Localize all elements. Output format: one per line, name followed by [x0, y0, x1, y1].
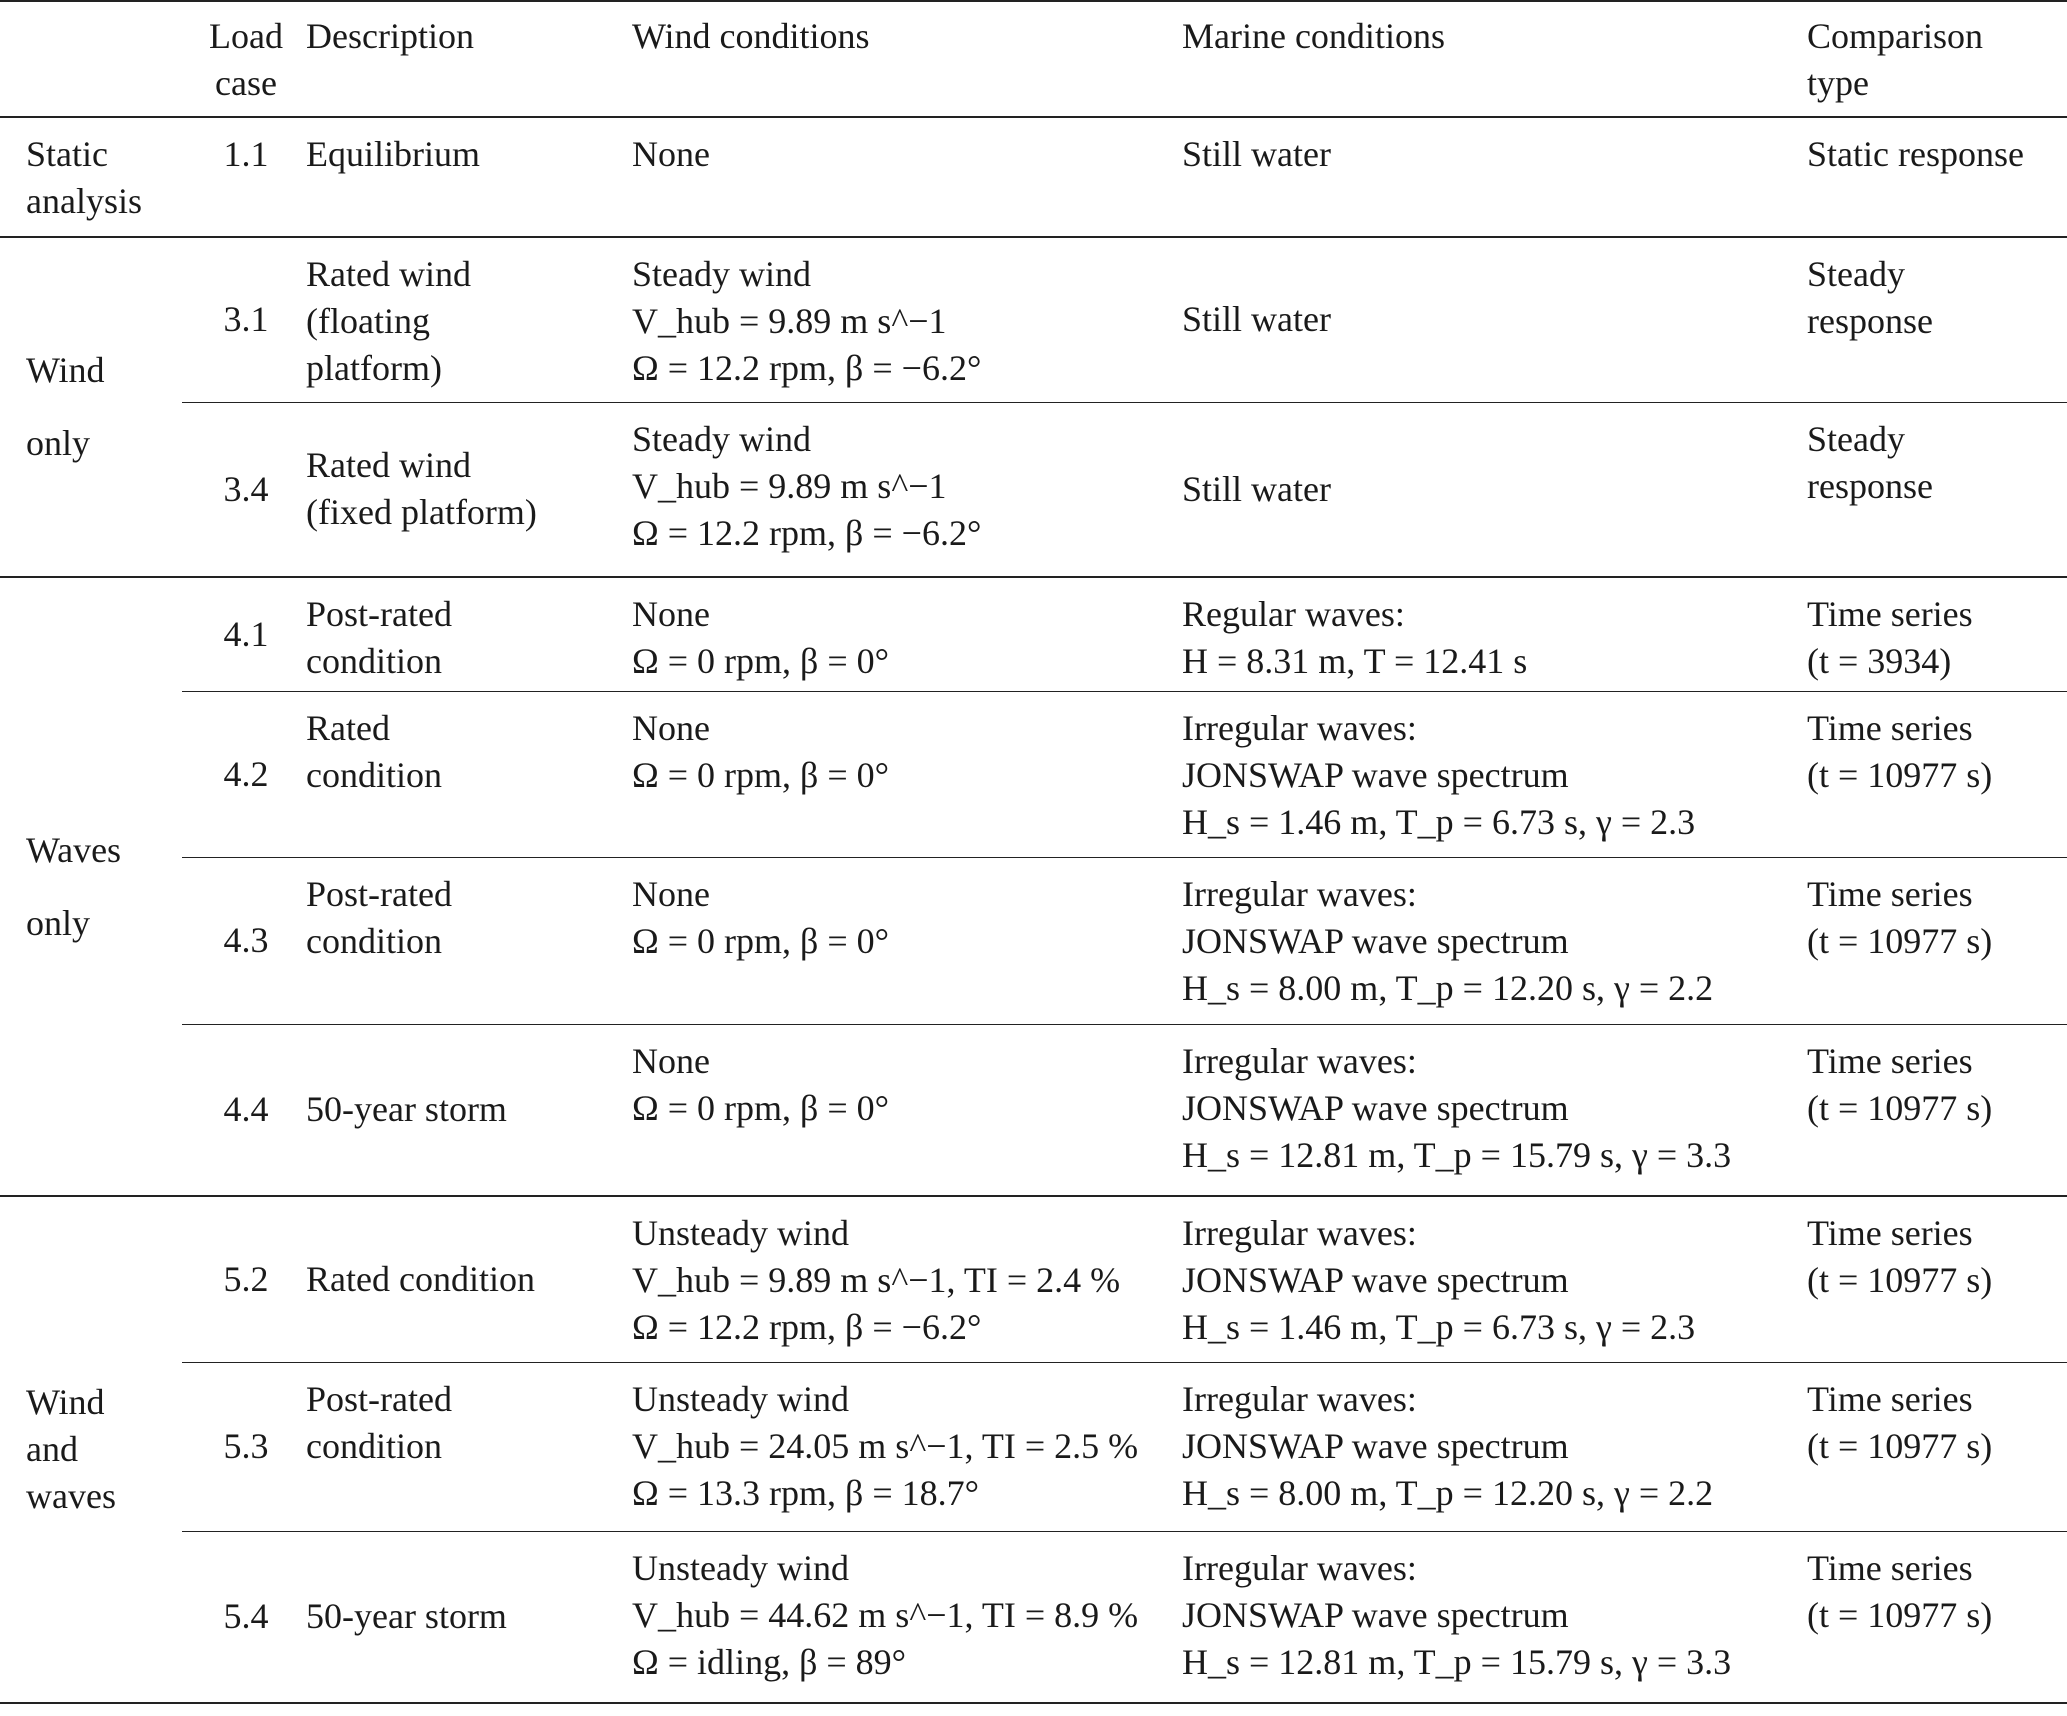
row-marine: [1182, 1196, 1807, 1362]
cell-line: Equilibrium: [306, 134, 480, 174]
cell-line: Rated: [306, 707, 390, 748]
cell-line: None: [632, 873, 710, 914]
row-description: [302, 857, 632, 1024]
cell-line: Steady wind: [632, 254, 811, 294]
cell-line: Ω = 13.3 rpm, β = 18.7°: [632, 1472, 980, 1513]
row-comparison: [1807, 1531, 2067, 1703]
table-row: [0, 1531, 2067, 1703]
header-wind-conditions: Wind conditions: [632, 1, 1182, 117]
table-row: [0, 691, 2067, 857]
cell-line: V_hub = 9.89 m s^−1: [632, 301, 947, 341]
cell-line: Ω = idling, β = 89°: [632, 1641, 907, 1682]
cell-line: Post-rated: [306, 594, 452, 634]
row-comparison: [1807, 1196, 2067, 1362]
row-case: 4.3: [182, 857, 302, 1024]
cell-line: H_s = 12.81 m, T_p = 15.79 s, γ = 3.3: [1182, 1134, 1732, 1175]
group-label-line: only: [26, 423, 91, 463]
cell-line: Ω = 0 rpm, β = 0°: [632, 641, 890, 681]
cell-line: Regular waves:: [1182, 594, 1405, 634]
cell-line: None: [632, 707, 710, 748]
cell-line: Time series: [1807, 873, 1973, 914]
group-label-line: Waves: [26, 829, 122, 870]
cell-line: response: [1807, 301, 1933, 341]
row-marine: [1182, 577, 1807, 691]
header-marine-conditions: Marine conditions: [1182, 1, 1807, 117]
cell-line: 50-year storm: [306, 1596, 507, 1637]
table-row: [0, 402, 2067, 577]
group-label-line: analysis: [26, 181, 142, 221]
cell-line: (t = 10977 s): [1807, 1425, 1993, 1466]
cell-line: Steady wind: [632, 418, 811, 459]
cell-line: JONSWAP wave spectrum: [1182, 1425, 1569, 1466]
cell-line: None: [632, 594, 710, 634]
row-comparison: [1807, 237, 2067, 402]
cell-line: Ω = 0 rpm, β = 0°: [632, 754, 890, 795]
cell-line: Post-rated: [306, 1378, 452, 1419]
cell-line: (t = 10977 s): [1807, 1594, 1993, 1635]
cell-line: Steady: [1807, 418, 1905, 459]
cell-line: V_hub = 9.89 m s^−1, TI = 2.4 %: [632, 1260, 1121, 1300]
header-description: Description: [302, 1, 632, 117]
table-row: [0, 1196, 2067, 1362]
row-case: 5.3: [182, 1362, 302, 1531]
cell-line: Still water: [1182, 134, 1331, 174]
row-wind: [632, 1024, 1182, 1196]
cell-line: Ω = 12.2 rpm, β = −6.2°: [632, 1307, 982, 1347]
table-row: [0, 1362, 2067, 1531]
row-wind: [632, 1531, 1182, 1703]
cell-line: Rated condition: [306, 1258, 535, 1299]
cell-line: JONSWAP wave spectrum: [1182, 920, 1569, 961]
cell-line: (fixed platform): [306, 492, 537, 533]
cell-line: Irregular waves:: [1182, 873, 1417, 914]
row-marine: [1182, 237, 1807, 402]
group-label-static: [0, 117, 182, 237]
row-description: [302, 117, 632, 237]
header-load-case-line: case: [215, 63, 277, 103]
row-comparison: [1807, 691, 2067, 857]
cell-line: Ω = 0 rpm, β = 0°: [632, 920, 890, 961]
header-load-case: [182, 1, 302, 117]
cell-line: condition: [306, 1425, 442, 1466]
cell-line: Time series: [1807, 707, 1973, 748]
row-case: 4.4: [182, 1024, 302, 1196]
row-wind: [632, 117, 1182, 237]
row-description: [302, 1531, 632, 1703]
row-comparison: [1807, 402, 2067, 577]
group-label-wind: [0, 237, 182, 577]
cell-line: Unsteady wind: [632, 1547, 849, 1588]
cell-line: (t = 10977 s): [1807, 920, 1993, 961]
cell-line: H_s = 1.46 m, T_p = 6.73 s, γ = 2.3: [1182, 1307, 1696, 1347]
row-wind: [632, 577, 1182, 691]
table-row: [0, 117, 2067, 237]
row-marine: [1182, 857, 1807, 1024]
cell-line: (floating: [306, 301, 430, 341]
row-description: [302, 691, 632, 857]
cell-line: V_hub = 24.05 m s^−1, TI = 2.5 %: [632, 1425, 1139, 1466]
header-group: [0, 1, 182, 117]
row-marine: [1182, 1362, 1807, 1531]
cell-line: (t = 10977 s): [1807, 754, 1993, 795]
row-wind: [632, 1362, 1182, 1531]
cell-line: condition: [306, 754, 442, 795]
row-description: [302, 1196, 632, 1362]
cell-line: (t = 10977 s): [1807, 1087, 1993, 1128]
cell-line: V_hub = 9.89 m s^−1: [632, 465, 947, 506]
header-comparison-line: type: [1807, 63, 1869, 103]
header-comparison-type: [1807, 1, 2067, 117]
header-row: [0, 1, 2067, 117]
cell-line: Ω = 0 rpm, β = 0°: [632, 1087, 890, 1128]
table-row: [0, 237, 2067, 402]
cell-line: H_s = 1.46 m, T_p = 6.73 s, γ = 2.3: [1182, 801, 1696, 842]
row-comparison: [1807, 857, 2067, 1024]
row-wind: [632, 402, 1182, 577]
row-case: 4.2: [182, 691, 302, 857]
row-case: 3.4: [182, 402, 302, 577]
cell-line: Time series: [1807, 1547, 1973, 1588]
group-label-line: only: [26, 902, 91, 943]
group-label-waves: [0, 577, 182, 1196]
cell-line: H_s = 8.00 m, T_p = 12.20 s, γ = 2.2: [1182, 1472, 1714, 1513]
cell-line: H_s = 8.00 m, T_p = 12.20 s, γ = 2.2: [1182, 967, 1714, 1008]
cell-line: (t = 10977 s): [1807, 1260, 1993, 1300]
cell-line: JONSWAP wave spectrum: [1182, 754, 1569, 795]
cell-line: V_hub = 44.62 m s^−1, TI = 8.9 %: [632, 1594, 1139, 1635]
cell-line: Irregular waves:: [1182, 1547, 1417, 1588]
group-label-line: waves: [26, 1476, 116, 1516]
row-marine: [1182, 117, 1807, 237]
cell-line: (t = 3934): [1807, 641, 1952, 681]
cell-line: 50-year storm: [306, 1089, 507, 1130]
cell-line: JONSWAP wave spectrum: [1182, 1594, 1569, 1635]
cell-line: Rated wind: [306, 445, 471, 486]
group-label-line: Wind: [26, 350, 105, 390]
cell-line: Rated wind: [306, 254, 471, 294]
row-marine: [1182, 1024, 1807, 1196]
cell-line: Unsteady wind: [632, 1378, 849, 1419]
header-comparison-line: Comparison: [1807, 16, 1983, 56]
group-label-line: and: [26, 1429, 78, 1469]
cell-line: condition: [306, 641, 442, 681]
cell-line: Still water: [1182, 468, 1331, 509]
cell-line: H_s = 12.81 m, T_p = 15.79 s, γ = 3.3: [1182, 1641, 1732, 1682]
table-body: [0, 117, 2067, 1703]
row-marine: [1182, 402, 1807, 577]
cell-line: condition: [306, 920, 442, 961]
row-wind: [632, 857, 1182, 1024]
group-label-line: Static: [26, 134, 108, 174]
cell-line: H = 8.31 m, T = 12.41 s: [1182, 641, 1528, 681]
row-comparison: [1807, 577, 2067, 691]
cell-line: Steady: [1807, 254, 1905, 294]
cell-line: Still water: [1182, 299, 1331, 340]
cell-line: Irregular waves:: [1182, 1040, 1417, 1081]
cell-line: Time series: [1807, 1040, 1973, 1081]
row-case: 1.1: [182, 117, 302, 237]
row-description: [302, 577, 632, 691]
cell-line: Unsteady wind: [632, 1213, 849, 1253]
cell-line: Post-rated: [306, 873, 452, 914]
cell-line: Time series: [1807, 1378, 1973, 1419]
cell-line: Irregular waves:: [1182, 1213, 1417, 1253]
row-case: 4.1: [182, 577, 302, 691]
cell-line: Ω = 12.2 rpm, β = −6.2°: [632, 512, 982, 553]
group-label-line: Wind: [26, 1382, 105, 1422]
row-marine: [1182, 691, 1807, 857]
row-comparison: [1807, 1362, 2067, 1531]
row-wind: [632, 1196, 1182, 1362]
cell-line: response: [1807, 465, 1933, 506]
group-label-wind-and-waves: [0, 1196, 182, 1703]
cell-line: Time series: [1807, 1213, 1973, 1253]
cell-line: None: [632, 1040, 710, 1081]
cell-line: Time series: [1807, 594, 1973, 634]
row-case: 3.1: [182, 237, 302, 402]
cell-line: Ω = 12.2 rpm, β = −6.2°: [632, 348, 982, 388]
cell-line: Static response: [1807, 134, 2024, 174]
cell-line: JONSWAP wave spectrum: [1182, 1260, 1569, 1300]
row-case: 5.2: [182, 1196, 302, 1362]
cell-line: JONSWAP wave spectrum: [1182, 1087, 1569, 1128]
cell-line: None: [632, 134, 710, 174]
row-description: [302, 402, 632, 577]
table-row: [0, 577, 2067, 691]
row-description: [302, 237, 632, 402]
header-load-case-line: Load: [209, 16, 283, 56]
row-comparison: [1807, 117, 2067, 237]
row-comparison: [1807, 1024, 2067, 1196]
row-description: [302, 1024, 632, 1196]
cell-line: Irregular waves:: [1182, 1378, 1417, 1419]
row-marine: [1182, 1531, 1807, 1703]
table-row: [0, 1024, 2067, 1196]
row-description: [302, 1362, 632, 1531]
row-wind: [632, 237, 1182, 402]
cell-line: platform): [306, 348, 442, 388]
table-row: [0, 857, 2067, 1024]
cell-line: Irregular waves:: [1182, 707, 1417, 748]
row-case: 5.4: [182, 1531, 302, 1703]
row-wind: [632, 691, 1182, 857]
